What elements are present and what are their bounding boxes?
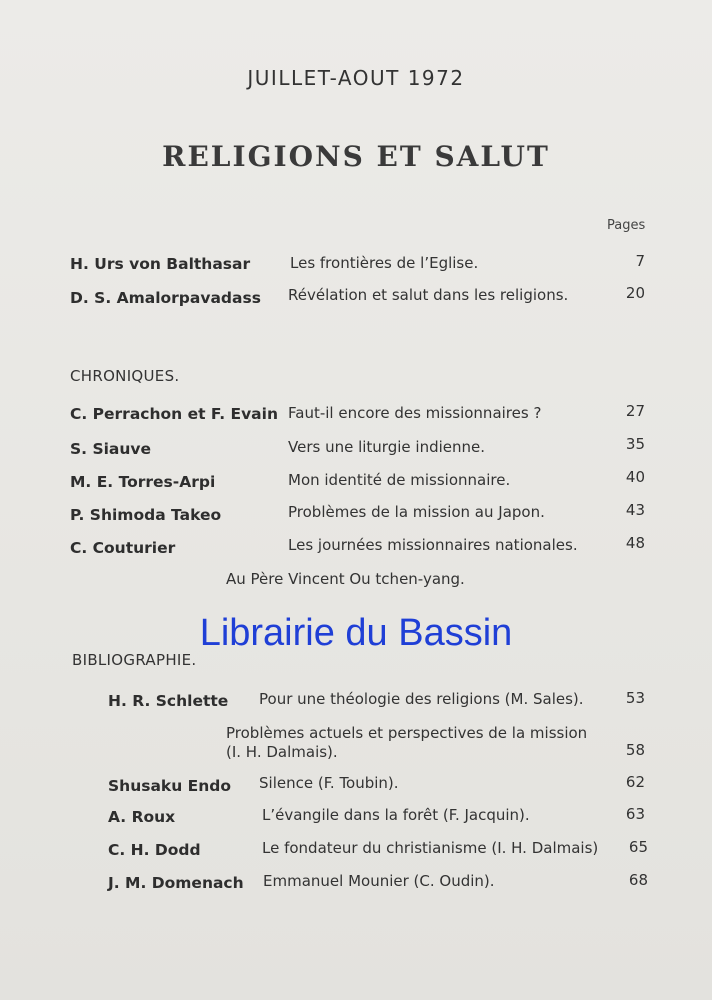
section-heading-bibliographie: BIBLIOGRAPHIE. — [72, 651, 197, 669]
toc-author: C. H. Dodd — [108, 841, 201, 859]
toc-article-title: Pour une théologie des religions (M. Sales). — [259, 690, 584, 708]
toc-author: P. Shimoda Takeo — [70, 506, 222, 524]
dedication-text: Au Père Vincent Ou tchen-yang. — [226, 570, 465, 588]
toc-page-number: 53 — [625, 689, 645, 707]
toc-article-title: L’évangile dans la forêt (F. Jacquin). — [262, 806, 530, 824]
toc-author: H. R. Schlette — [108, 692, 229, 710]
page-title: RELIGIONS ET SALUT — [162, 140, 550, 173]
toc-page-number: 7 — [635, 252, 645, 270]
toc-page-number: 62 — [625, 773, 645, 791]
section-heading-chroniques: CHRONIQUES. — [70, 367, 180, 385]
toc-page-number: 20 — [625, 284, 645, 302]
toc-author: H. Urs von Balthasar — [70, 255, 251, 273]
toc-author: C. Couturier — [70, 539, 176, 557]
toc-article-title: Les journées missionnaires nationales. — [288, 536, 578, 554]
toc-page-number: 58 — [625, 741, 645, 759]
pages-column-label: Pages — [607, 218, 646, 233]
toc-page-number: 35 — [625, 435, 645, 453]
toc-article-title: Vers une liturgie indienne. — [288, 438, 485, 456]
watermark-text: Librairie du Bassin — [199, 612, 513, 654]
toc-page-number: 40 — [625, 468, 645, 486]
toc-article-title: Silence (F. Toubin). — [259, 774, 399, 792]
toc-author: Shusaku Endo — [108, 777, 232, 795]
toc-article-title: Mon identité de missionnaire. — [288, 471, 511, 489]
toc-author: A. Roux — [108, 808, 176, 826]
toc-article-title: Révélation et salut dans les religions. — [288, 286, 569, 304]
toc-article-title: Emmanuel Mounier (C. Oudin). — [263, 872, 495, 890]
toc-article-title-continued: (I. H. Dalmais). — [226, 743, 338, 761]
toc-article-title: Les frontières de l’Eglise. — [290, 254, 479, 272]
toc-page-number: 68 — [628, 871, 648, 889]
toc-page-number: 65 — [628, 838, 648, 856]
toc-page-number: 63 — [625, 805, 645, 823]
toc-article-title: Faut-il encore des missionnaires ? — [288, 404, 542, 422]
toc-author: C. Perrachon et F. Evain — [70, 405, 278, 423]
toc-author: S. Siauve — [70, 440, 152, 458]
toc-article-title: Problèmes actuels et perspectives de la mission — [226, 724, 588, 742]
toc-page-number: 43 — [625, 501, 645, 519]
toc-author: J. M. Domenach — [108, 874, 244, 892]
issue-date: JUILLET-AOUT 1972 — [247, 66, 465, 90]
toc-author: D. S. Amalorpavadass — [70, 289, 261, 307]
toc-article-title: Le fondateur du christianisme (I. H. Dalmais) — [262, 839, 599, 857]
toc-article-title: Problèmes de la mission au Japon. — [288, 503, 545, 521]
toc-page-number: 27 — [625, 402, 645, 420]
toc-page-number: 48 — [625, 534, 645, 552]
toc-author: M. E. Torres-Arpi — [70, 473, 216, 491]
